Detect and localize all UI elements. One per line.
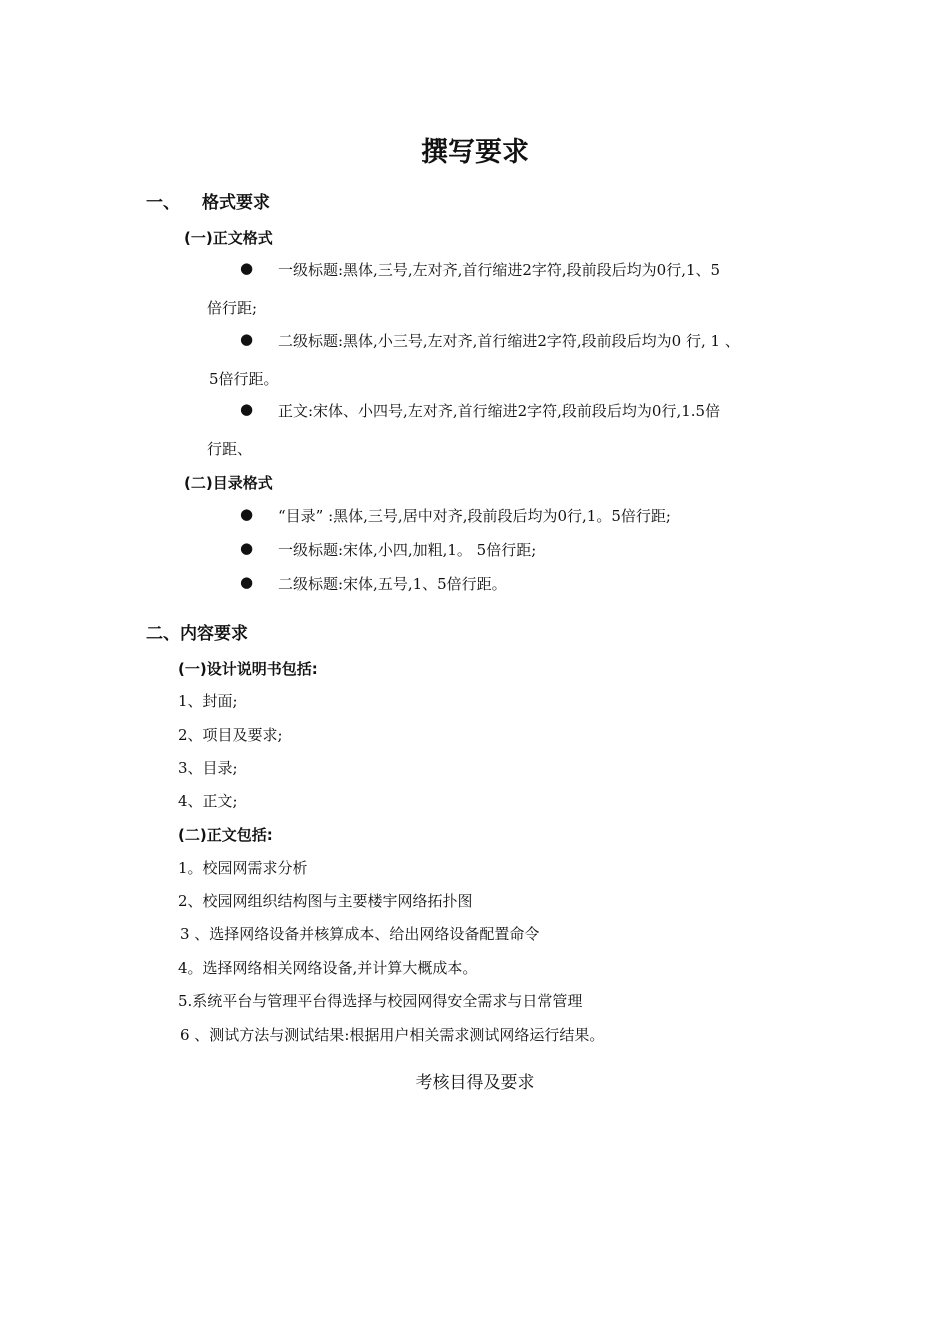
list-item-continuation: 倍行距; — [207, 299, 258, 317]
subsection-body-contents: (二)正文包括: — [178, 826, 273, 844]
list-item: “目录” :黑体,三号,居中对齐,段前段后均为0行,1。5倍行距; — [278, 507, 671, 525]
list-item-continuation: 行距、 — [207, 440, 253, 458]
section1-number: 一、 — [146, 193, 180, 213]
page-title: 撰写要求 — [421, 137, 529, 168]
list-item: 1、封面; — [178, 692, 238, 710]
subsection-toc-format: (二)目录格式 — [184, 474, 273, 492]
list-item: 2、校园网组织结构图与主要楼宇网络拓扑图 — [178, 892, 473, 910]
list-item: 一级标题:黑体,三号,左对齐,首行缩进2字符,段前段后均为0行,1、5 — [278, 261, 721, 279]
list-item-continuation: 5倍行距。 — [209, 370, 279, 388]
list-item: 6 、测试方法与测试结果:根据用户相关需求测试网络运行结果。 — [180, 1026, 605, 1044]
bullet-icon: ● — [240, 539, 254, 557]
list-item: 正文:宋体、小四号,左对齐,首行缩进2字符,段前段后均为0行,1.5倍 — [278, 402, 721, 420]
section2-heading: 二、内容要求 — [146, 624, 248, 644]
section1-heading: 格式要求 — [202, 193, 270, 213]
subsection-design-spec: (一)设计说明书包括: — [178, 660, 318, 678]
bullet-icon: ● — [240, 400, 254, 418]
list-item: 二级标题:宋体,五号,1、5倍行距。 — [278, 575, 507, 593]
bullet-icon: ● — [240, 573, 254, 591]
subsection-body-format: (一)正文格式 — [184, 229, 273, 247]
list-item: 5.系统平台与管理平台得选择与校园网得安全需求与日常管理 — [178, 992, 583, 1010]
list-item: 一级标题:宋体,小四,加粗,1。 5倍行距; — [278, 541, 537, 559]
list-item: 1。校园网需求分析 — [178, 859, 308, 877]
list-item: 3 、选择网络设备并核算成本、给出网络设备配置命令 — [180, 925, 540, 943]
next-section-heading: 考核目得及要求 — [415, 1073, 535, 1093]
bullet-icon: ● — [240, 259, 254, 277]
list-item: 4、正文; — [178, 792, 238, 810]
list-item: 4。选择网络相关网络设备,并计算大概成本。 — [178, 959, 478, 977]
bullet-icon: ● — [240, 330, 254, 348]
list-item: 2、项目及要求; — [178, 726, 283, 744]
bullet-icon: ● — [240, 505, 254, 523]
list-item: 3、目录; — [178, 759, 238, 777]
list-item: 二级标题:黑体,小三号,左对齐,首行缩进2字符,段前段后均为0 行, 1 、 — [278, 332, 740, 350]
